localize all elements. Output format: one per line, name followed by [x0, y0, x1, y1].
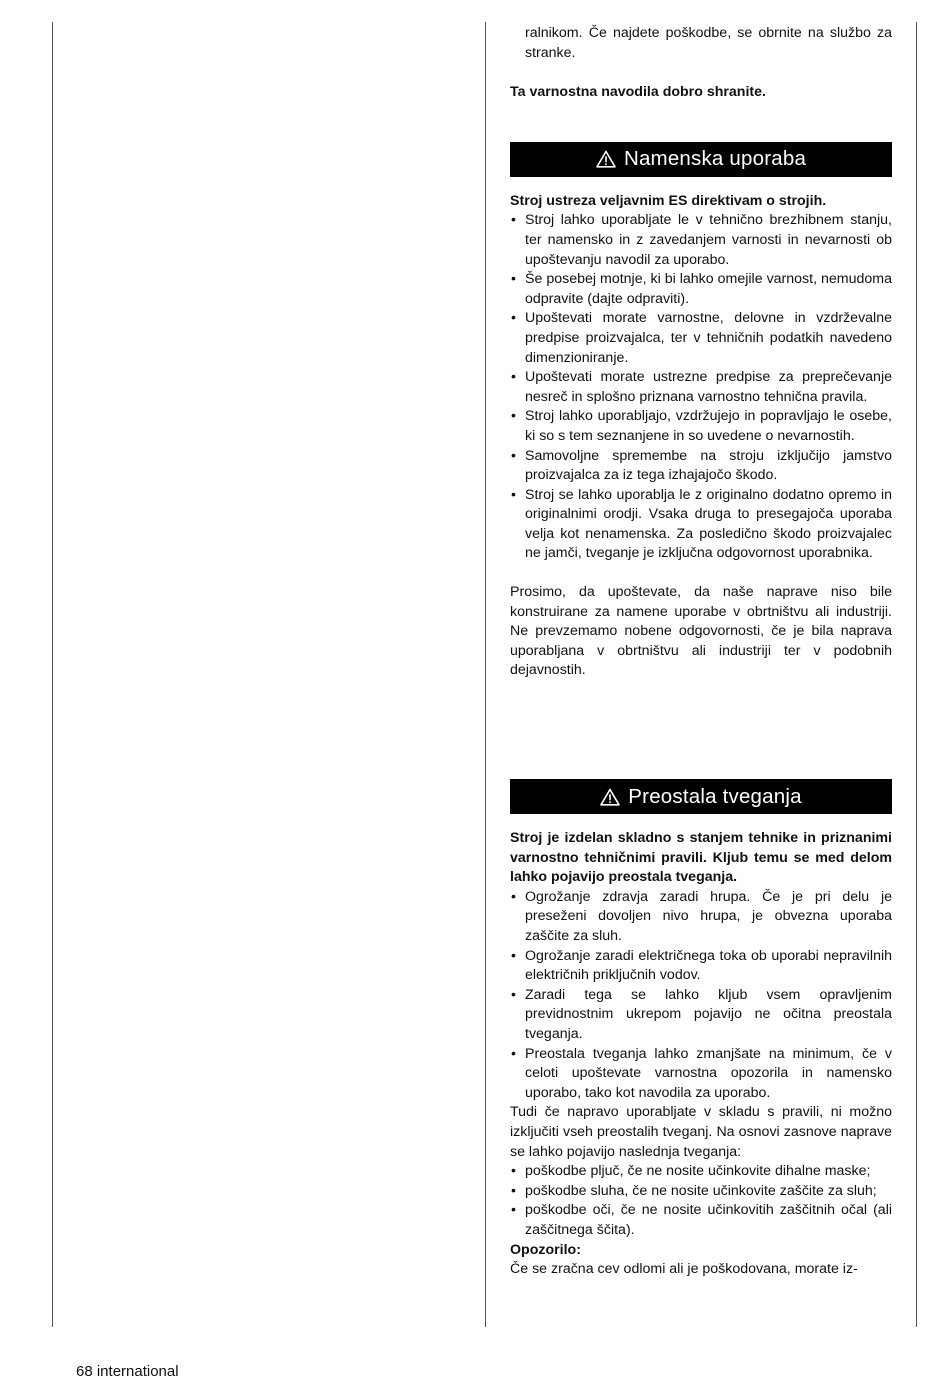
intended-use-list: [510, 211, 892, 564]
page-number-label: 68 international: [76, 1363, 179, 1380]
list-item: • poškodbe sluha, če ne nosite učinkovite zaščite za sluh;: [510, 1182, 892, 1202]
warning-text: Če se zračna cev odlomi ali je poškodovana, morate iz-: [510, 1261, 858, 1278]
warning-label: Opozorilo:: [510, 1241, 581, 1258]
list-item: • Stroj se lahko uporablja le z originalno dodatno opremo in originalnimi orodji. Vsaka druga to presegajoča uporaba velja kot nenamenska. Za posledično škodo proizvajalec ne jamči, tveganje je izključna odgovornost uporabnika.: [510, 486, 892, 564]
keep-instructions-note: Ta varnostna navodila dobro shranite.: [510, 84, 766, 101]
list-item: • Zaradi tega se lahko kljub vsem opravljenim previdnostnim ukrepom pojavijo ne očitna preostala tveganja.: [510, 986, 892, 1045]
section-lead: Stroj je izdelan skladno s stanjem tehnike in priznanimi varnostno tehničnimi pravili. Kljub temu se med delom lahko pojavijo preostala tveganja.: [510, 830, 892, 886]
injury-risk-list: [510, 1162, 892, 1240]
section-title: Namenska uporaba: [623, 147, 807, 171]
right-text-column: [510, 24, 892, 1280]
list-item: • poškodbe pljuč, če ne nosite učinkovite dihalne maske;: [510, 1162, 892, 1182]
list-item: • Stroj lahko uporabljajo, vzdržujejo in popravljajo le osebe, ki so s tem seznanjene in so uvedene o nevarnostih.: [510, 407, 892, 446]
section-title: Preostala tveganja: [628, 784, 802, 808]
list-item: • Upoštevati morate ustrezne predpise za preprečevanje nesreč in splošno priznana varnostno tehnična pravila.: [510, 368, 892, 407]
list-item: • Ogrožanje zdravja zaradi hrupa. Če je pri delu je preseženi dovoljen nivo hrupa, je obvezna uporaba zaščite za sluh.: [510, 888, 892, 947]
section-heading-intended-use: [510, 142, 892, 177]
warning-triangle-icon: [596, 150, 616, 168]
warning-triangle-icon: [600, 788, 620, 806]
section-heading-residual-risks: [510, 779, 892, 814]
center-column-rule: [485, 22, 486, 1327]
body-paragraph: Tudi če napravo uporabljate v skladu s pravili, ni možno izključiti vseh preostalih tveganj. Na osnovi zasnove naprave se lahko pojavijo naslednja tveganja:: [510, 1104, 892, 1160]
page-footer: [76, 1362, 179, 1382]
list-item: • Še posebej motnje, ki bi lahko omejile varnost, nemudoma odpravite (dajte odpraviti).: [510, 270, 892, 309]
list-item: • poškodbe oči, če ne nosite učinkovitih zaščitnih očal (ali zaščitnega ščita).: [510, 1201, 892, 1240]
list-item: • Samovoljne spremembe na stroju izključijo jamstvo proizvajalca za iz tega izhajajočo škodo.: [510, 447, 892, 486]
liability-note: Prosimo, da upoštevate, da naše naprave niso bile konstruirane za namene uporabe v obrtništvu ali industriji. Ne prevzemamo nobene odgovornosti, če je bila naprava uporabljana v obrtništvu ali industriji ter v podobnih dejavnostih.: [510, 584, 892, 679]
section-lead: Stroj ustreza veljavnim ES direktivam o strojih.: [510, 192, 827, 209]
residual-risk-list: [510, 888, 892, 1104]
list-item: • Upoštevati morate varnostne, delovne in vzdrževalne predpise proizvajalca, ter v tehničnih podatkih navedeno dimenzioniranje.: [510, 309, 892, 368]
list-item: • Ogrožanje zaradi električnega toka ob uporabi nepravilnih električnih priključnih vodov.: [510, 947, 892, 986]
left-margin-rule: [52, 22, 53, 1327]
list-item: • Stroj lahko uporabljate le v tehnično brezhibnem stanju, ter namensko in z zavedanjem varnosti in nevarnosti ob upoštevanju navodil za uporabo.: [510, 211, 892, 270]
list-item: • Preostala tveganja lahko zmanjšate na minimum, če v celoti upoštevate varnostna opozorila in namensko uporabo, tako kot navodila za uporabo.: [510, 1045, 892, 1104]
right-margin-rule: [916, 22, 917, 1327]
continuation-text: ralnikom. Če najdete poškodbe, se obrnite na službo za stranke.: [525, 25, 892, 61]
